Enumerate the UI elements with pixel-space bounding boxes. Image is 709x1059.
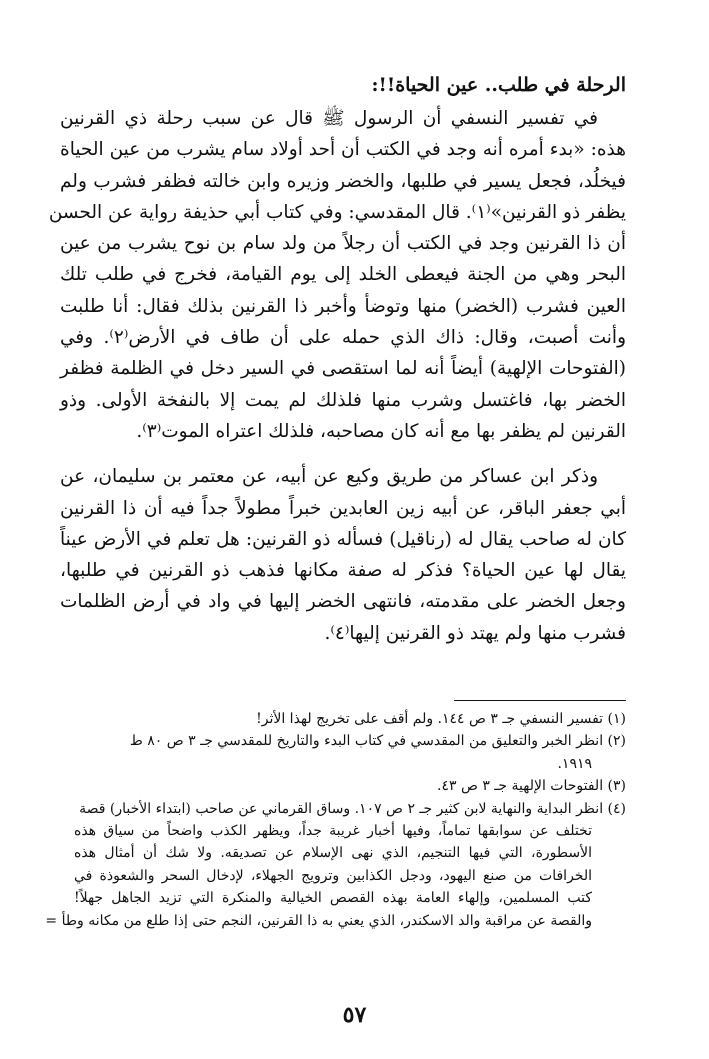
text-line: (الفتوحات الإلهية) أيضاً أنه لما استقصى في السير دخل في الظلمة فظفر (60, 358, 626, 380)
paragraph (60, 461, 626, 649)
footnotes (45, 708, 626, 932)
footnote-3: (٣) الفتوحات الإلهية جـ ٣ ص ٤٣. (437, 778, 626, 795)
footnote-4-line: تختلف عن سوابقها تماماً، وفيها أخبار غريبة جداً، ويظهر الكذب واضحاً من سياق هذه (74, 823, 592, 840)
footnote-separator (454, 700, 626, 701)
text-line: في تفسير النسفي أن الرسول ﷺ قال عن سبب رحلة ذي القرنين (60, 108, 598, 129)
text-line: أبي جعفر الباقر، عن أبيه زين العابدين خبراً مطولاً جداً فيه أن ذا القرنين (60, 497, 626, 519)
text-line: هذه: «بدء أمره أنه وجد في الكتب أن أحد أولاد سام يشرب من عين الحياة (60, 139, 626, 161)
footnote-1: (١) تفسير النسفي جـ ٣ ص ١٤٤. ولم أقف على تخريج لهذا الأثر! (256, 711, 626, 727)
main-text (48, 70, 626, 649)
footnote-4-line: الخرافات من صنع اليهود، ودجل الكذابين وترويج الجهلاء، لإدخال السحر والشعوذة في (74, 867, 592, 884)
footnote-4: (٤) انظر البداية والنهاية لابن كثير جـ ٢ ص ١٠٧. وساق القرماني عن صاحب (ابتداء الأخبار) قصة (79, 800, 626, 817)
text-line: وجعل الخضر على مقدمته، فانتهى الخضر إليها في واد في أرض الظلمات (60, 591, 626, 613)
footnote-4-line: الأسطورة، التي فيها التنجيم، الذي نهى الإسلام عن تصديقه. ولا شك أن أمثال هذه (74, 845, 592, 862)
footnote-2: (٢) انظر الخبر والتعليق من المقدسي في كتاب البدء والتاريخ للمقدسي جـ ٣ ص ٨٠ ط (129, 733, 626, 750)
text-line: يظفر ذو القرنين»⁽١⁾. قال المقدسي: وفي كتاب أبي حذيفة رواية عن الحسن (48, 201, 626, 223)
text-line: أن ذا القرنين وجد في الكتب أن رجلاً من ولد سام بن نوح يشرب من عين (60, 233, 626, 255)
text-line: يقال لها عين الحياة؟ فذكر له صفة مكانها فذهب ذو القرنين في طلبها، (60, 560, 626, 582)
text-line: البحر وهي من الجنة فيعطى الخلد إلى يوم القيامة، فخرج في طلب تلك (60, 264, 626, 286)
text-line: العين فشرب (الخضر) منها وتوضأ وأخبر ذا القرنين بذلك فقال: أنا طلبت (60, 295, 626, 317)
section-heading: الرحلة في طلب.. عين الحياة!!: (371, 74, 626, 96)
footnote-2-continuation: ١٩١٩. (557, 755, 592, 772)
text-line: وأنت أصبت، وقال: ذاك الذي حمله على أن طاف في الأرض⁽٢⁾. وفي (60, 327, 626, 349)
text-line: كان له صاحب يقال له (رناقيل) فسأله ذو القرنين: هل تعلم في الأرض عيناً (60, 528, 626, 550)
text-line: الخضر بها، فاغتسل وشرب منها فلذلك لم يمت إلا بالنفخة الأولى. وذو (60, 389, 626, 411)
text-line: القرنين لم يظفر بها مع أنه كان مصاحبه، فلذلك اعتراه الموت⁽٣⁾. (136, 420, 626, 442)
text-line: فيخلُد، فجعل يسير في طلبها، والخضر وزيره وابن خالته فظفر فشرب ولم (60, 170, 626, 192)
paragraph-gap (60, 447, 626, 461)
paragraph (48, 103, 626, 447)
footnote-4-line: والقصة عن مراقبة والد الاسكندر، الذي يعني به ذا القرنين، النجم حتى إذا طلع من مكانه وطأ = (45, 912, 592, 929)
footnote-4-line: كتب المسلمين، وإلهاء العامة بهذه القصص الخيالية والمنكرة التي تزيد الجاهل جهلاً! (74, 890, 592, 907)
page-number: ٥٧ (342, 1002, 367, 1028)
body-text (48, 103, 626, 649)
text-line: فشرب منها ولم يهتد ذو القرنين إليها⁽٤⁾. (324, 622, 626, 644)
text-line: وذكر ابن عساكر من طريق وكيع عن أبيه، عن معتمر بن سليمان، عن (60, 466, 598, 488)
